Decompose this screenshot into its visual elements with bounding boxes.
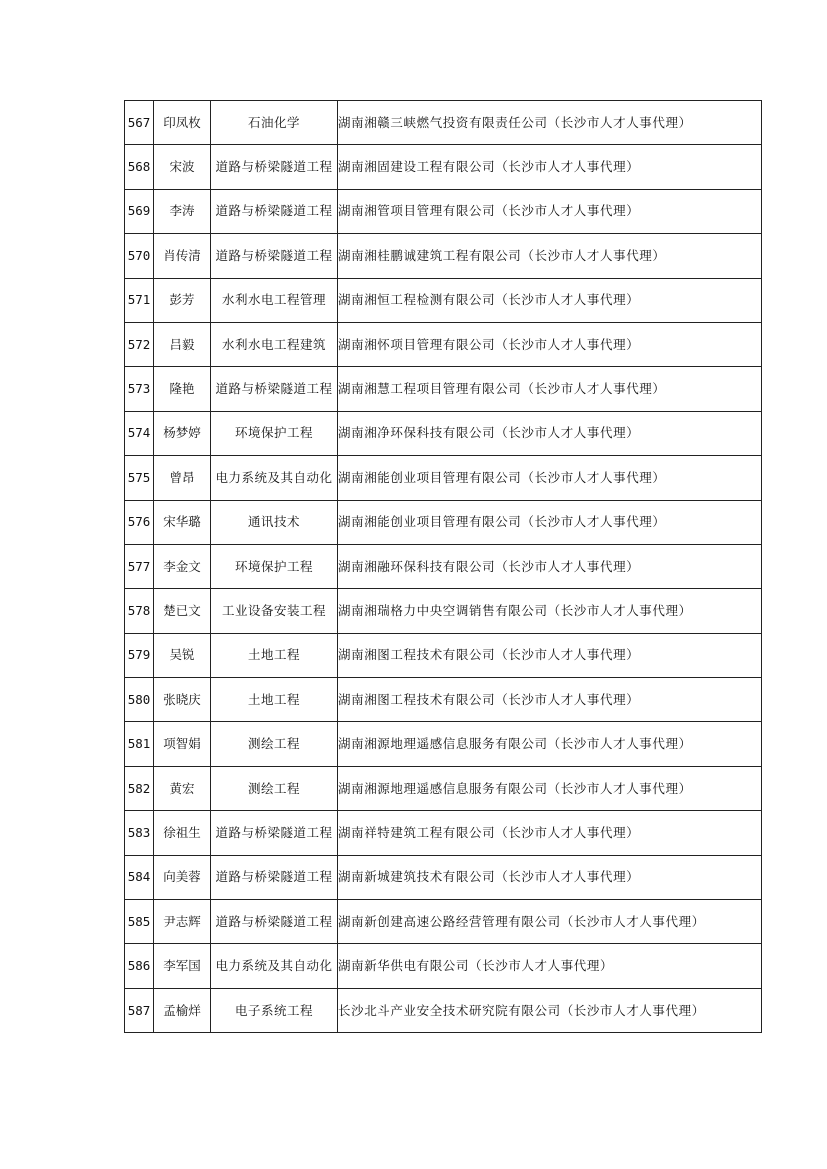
table-row <box>125 189 762 233</box>
person-name-cell: 项智娟 <box>154 722 211 766</box>
row-number-cell: 571 <box>125 278 154 322</box>
specialty-cell: 土地工程 <box>211 678 338 722</box>
table-row <box>125 500 762 544</box>
roster-table-body <box>125 101 762 1033</box>
table-row <box>125 988 762 1032</box>
row-number-cell: 569 <box>125 189 154 233</box>
organization-cell: 湖南新华供电有限公司（长沙市人才人事代理） <box>338 944 762 988</box>
person-name-cell: 宋波 <box>154 145 211 189</box>
person-name-cell: 黄宏 <box>154 766 211 810</box>
specialty-cell: 电力系统及其自动化 <box>211 456 338 500</box>
specialty-cell: 环境保护工程 <box>211 544 338 588</box>
table-row <box>125 633 762 677</box>
person-name-cell: 吴锐 <box>154 633 211 677</box>
table-row <box>125 411 762 455</box>
person-name-cell: 向美蓉 <box>154 855 211 899</box>
specialty-cell: 通讯技术 <box>211 500 338 544</box>
person-name-cell: 杨梦婷 <box>154 411 211 455</box>
person-name-cell: 吕毅 <box>154 322 211 366</box>
person-name-cell: 孟榆烊 <box>154 988 211 1032</box>
table-row <box>125 101 762 145</box>
row-number-cell: 585 <box>125 900 154 944</box>
organization-cell: 湖南湘恒工程检测有限公司（长沙市人才人事代理） <box>338 278 762 322</box>
organization-cell: 湖南祥特建筑工程有限公司（长沙市人才人事代理） <box>338 811 762 855</box>
row-number-cell: 570 <box>125 234 154 278</box>
person-name-cell: 曾昂 <box>154 456 211 500</box>
specialty-cell: 电力系统及其自动化 <box>211 944 338 988</box>
organization-cell: 湖南新城建筑技术有限公司（长沙市人才人事代理） <box>338 855 762 899</box>
specialty-cell: 工业设备安装工程 <box>211 589 338 633</box>
row-number-cell: 582 <box>125 766 154 810</box>
person-name-cell: 李涛 <box>154 189 211 233</box>
row-number-cell: 584 <box>125 855 154 899</box>
organization-cell: 湖南湘瑞格力中央空调销售有限公司（长沙市人才人事代理） <box>338 589 762 633</box>
row-number-cell: 581 <box>125 722 154 766</box>
row-number-cell: 583 <box>125 811 154 855</box>
organization-cell: 长沙北斗产业安全技术研究院有限公司（长沙市人才人事代理） <box>338 988 762 1032</box>
table-row <box>125 944 762 988</box>
table-row <box>125 278 762 322</box>
specialty-cell: 测绘工程 <box>211 766 338 810</box>
person-name-cell: 隆艳 <box>154 367 211 411</box>
organization-cell: 湖南湘融环保科技有限公司（长沙市人才人事代理） <box>338 544 762 588</box>
organization-cell: 湖南湘能创业项目管理有限公司（长沙市人才人事代理） <box>338 500 762 544</box>
row-number-cell: 587 <box>125 988 154 1032</box>
table-row <box>125 322 762 366</box>
row-number-cell: 576 <box>125 500 154 544</box>
specialty-cell: 环境保护工程 <box>211 411 338 455</box>
specialty-cell: 道路与桥梁隧道工程 <box>211 855 338 899</box>
row-number-cell: 573 <box>125 367 154 411</box>
row-number-cell: 575 <box>125 456 154 500</box>
organization-cell: 湖南湘桂鹏诚建筑工程有限公司（长沙市人才人事代理） <box>338 234 762 278</box>
organization-cell: 湖南湘图工程技术有限公司（长沙市人才人事代理） <box>338 678 762 722</box>
specialty-cell: 水利水电工程管理 <box>211 278 338 322</box>
organization-cell: 湖南新创建高速公路经营管理有限公司（长沙市人才人事代理） <box>338 900 762 944</box>
specialty-cell: 道路与桥梁隧道工程 <box>211 367 338 411</box>
row-number-cell: 568 <box>125 145 154 189</box>
organization-cell: 湖南湘管项目管理有限公司（长沙市人才人事代理） <box>338 189 762 233</box>
row-number-cell: 574 <box>125 411 154 455</box>
organization-cell: 湖南湘慧工程项目管理有限公司（长沙市人才人事代理） <box>338 367 762 411</box>
person-name-cell: 李军国 <box>154 944 211 988</box>
person-name-cell: 肖传清 <box>154 234 211 278</box>
specialty-cell: 电子系统工程 <box>211 988 338 1032</box>
person-name-cell: 李金文 <box>154 544 211 588</box>
row-number-cell: 579 <box>125 633 154 677</box>
specialty-cell: 土地工程 <box>211 633 338 677</box>
specialty-cell: 测绘工程 <box>211 722 338 766</box>
person-name-cell: 徐祖生 <box>154 811 211 855</box>
person-name-cell: 宋华璐 <box>154 500 211 544</box>
table-row <box>125 855 762 899</box>
specialty-cell: 水利水电工程建筑 <box>211 322 338 366</box>
person-name-cell: 张晓庆 <box>154 678 211 722</box>
row-number-cell: 580 <box>125 678 154 722</box>
specialty-cell: 道路与桥梁隧道工程 <box>211 234 338 278</box>
row-number-cell: 578 <box>125 589 154 633</box>
organization-cell: 湖南湘赣三峡燃气投资有限责任公司（长沙市人才人事代理） <box>338 101 762 145</box>
roster-table <box>124 100 762 1033</box>
organization-cell: 湖南湘能创业项目管理有限公司（长沙市人才人事代理） <box>338 456 762 500</box>
table-row <box>125 544 762 588</box>
row-number-cell: 567 <box>125 101 154 145</box>
row-number-cell: 586 <box>125 944 154 988</box>
specialty-cell: 石油化学 <box>211 101 338 145</box>
organization-cell: 湖南湘固建设工程有限公司（长沙市人才人事代理） <box>338 145 762 189</box>
table-row <box>125 811 762 855</box>
person-name-cell: 印凤枚 <box>154 101 211 145</box>
person-name-cell: 尹志辉 <box>154 900 211 944</box>
table-row <box>125 456 762 500</box>
organization-cell: 湖南湘源地理遥感信息服务有限公司（长沙市人才人事代理） <box>338 722 762 766</box>
organization-cell: 湖南湘源地理遥感信息服务有限公司（长沙市人才人事代理） <box>338 766 762 810</box>
specialty-cell: 道路与桥梁隧道工程 <box>211 811 338 855</box>
row-number-cell: 577 <box>125 544 154 588</box>
table-row <box>125 766 762 810</box>
organization-cell: 湖南湘净环保科技有限公司（长沙市人才人事代理） <box>338 411 762 455</box>
specialty-cell: 道路与桥梁隧道工程 <box>211 189 338 233</box>
table-row <box>125 234 762 278</box>
table-row <box>125 589 762 633</box>
table-row <box>125 367 762 411</box>
table-row <box>125 678 762 722</box>
table-row <box>125 900 762 944</box>
table-row <box>125 722 762 766</box>
specialty-cell: 道路与桥梁隧道工程 <box>211 145 338 189</box>
person-name-cell: 楚已文 <box>154 589 211 633</box>
organization-cell: 湖南湘图工程技术有限公司（长沙市人才人事代理） <box>338 633 762 677</box>
person-name-cell: 彭芳 <box>154 278 211 322</box>
specialty-cell: 道路与桥梁隧道工程 <box>211 900 338 944</box>
row-number-cell: 572 <box>125 322 154 366</box>
table-row <box>125 145 762 189</box>
organization-cell: 湖南湘怀项目管理有限公司（长沙市人才人事代理） <box>338 322 762 366</box>
